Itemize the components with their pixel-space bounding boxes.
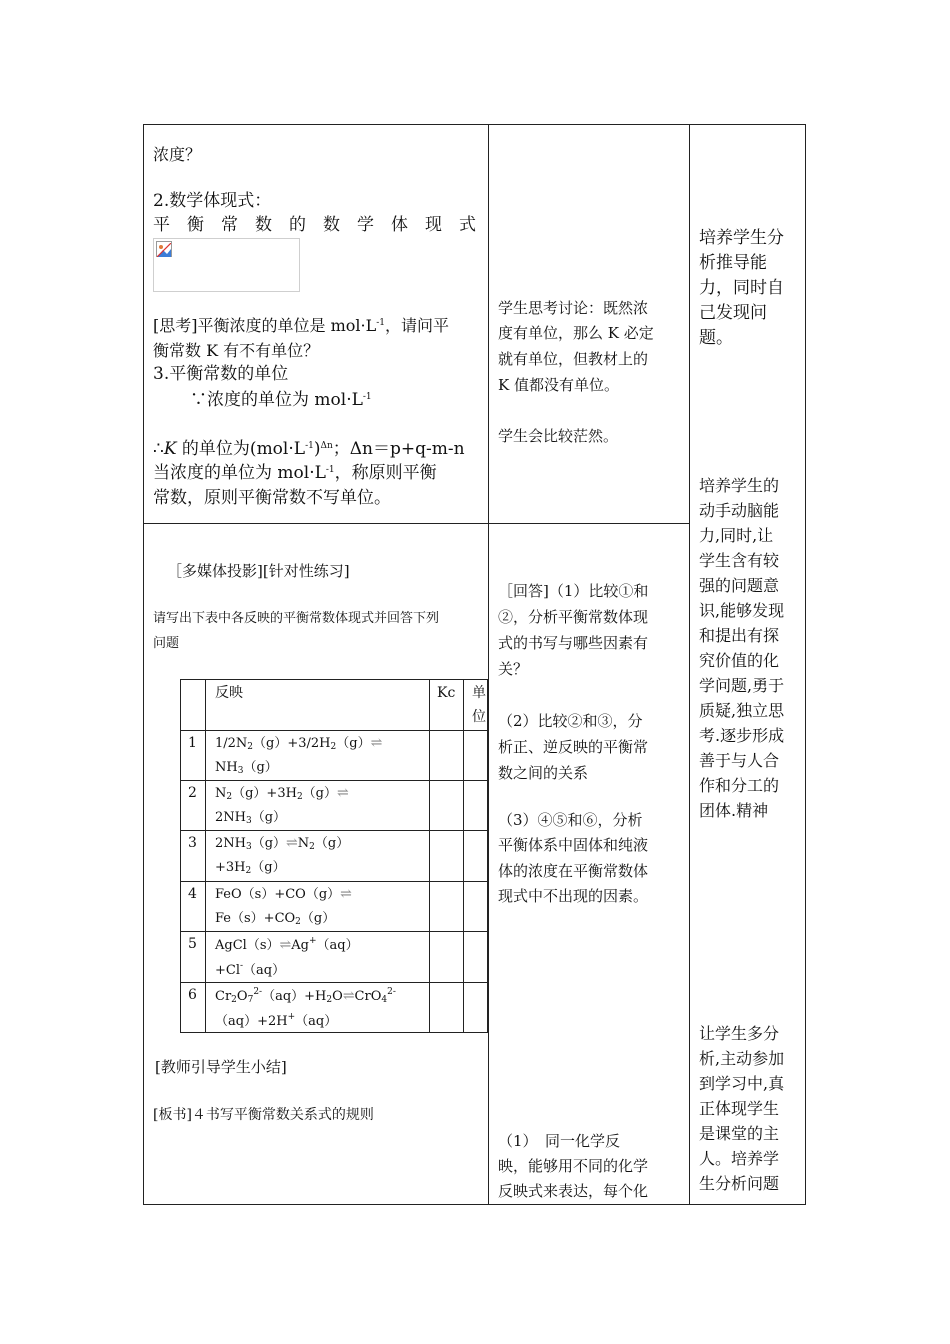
think-question-line-2: 衡常数 K 有不有单位？ (153, 341, 320, 360)
text-line: 平衡体系中固体和纯液 (498, 836, 649, 854)
reaction-equation: $1/2N_2(g)+3/2H_2(g)\rightleftharpoons$ (215, 735, 383, 752)
reaction-equation: $N_2(g)+3H_2(g)\rightleftharpoons$ (215, 785, 349, 802)
text-line: 体的浓度在平衡常数体 (498, 862, 649, 880)
row-number: 1 (188, 735, 197, 751)
column-divider (429, 680, 430, 1032)
text-line: 正体现学生 (699, 1099, 780, 1118)
text-line: 作和分工的 (699, 776, 780, 795)
text-line: 学生思考讨论：既然浓 (498, 299, 649, 317)
text-line: 浓度？ (153, 145, 202, 164)
broken-image-icon (156, 241, 172, 257)
text-line: 生分析问题 (699, 1174, 780, 1193)
row-number: 4 (188, 886, 197, 902)
think-question: [思考]平衡浓度的单位是 $mol\cdot L^{-1}$，请问平 (153, 316, 450, 335)
text-line: 是课堂的主 (699, 1124, 780, 1143)
row-number: 5 (188, 936, 197, 952)
reaction-equation-line-2: +Cl-（aq） (215, 961, 286, 978)
instruction-text: 请写出下表中各反映的平衡常数体现式并回答下列 (153, 611, 440, 626)
reaction-equation-line-2: $NH_3(g)$ (215, 760, 278, 776)
text-line: 学问题,勇于 (699, 676, 785, 695)
text-line: 识,能够发现 (699, 601, 785, 620)
row-divider (144, 523, 689, 524)
text-line: 数之间的关系 (498, 764, 589, 782)
text-line: 关？ (498, 660, 529, 678)
reaction-equation-line-2: （aq）+2H+（aq） (215, 1012, 338, 1029)
text-line: 析,主动参加 (699, 1049, 785, 1068)
text-line: 就有单位，但教材上的 (498, 350, 649, 368)
text-line: 让学生多分 (699, 1024, 780, 1043)
row-number: 6 (188, 987, 197, 1003)
equilibrium-arrow-icon: ⇌ (337, 785, 349, 801)
section-label: ［多媒体投影][针对性练习] (167, 562, 350, 580)
text-line: 己发现问 (699, 303, 767, 323)
text-line: 强的问题意 (699, 576, 780, 595)
text-line: 考.逐步形成 (699, 726, 785, 745)
text-line: 常数，原则平衡常数不写单位。 (153, 488, 391, 508)
text-line: K 值都没有单位。 (498, 376, 619, 394)
text-line: 善于与人合 (699, 751, 780, 770)
text-line: 人。培养学 (699, 1149, 780, 1168)
reaction-equation: $Cr_2O_7^{2-}(aq)+H_2O\rightleftharpoons CrO_4^{2-}$ (215, 987, 396, 1005)
equilibrium-arrow-icon: ⇌ (370, 735, 383, 751)
text-line: 析正、逆反映的平衡常 (498, 738, 649, 756)
text-line: 题。 (699, 328, 733, 348)
table-header-unit: 单 (472, 685, 486, 701)
text-line: 反映式来表达，每个化 (498, 1182, 649, 1200)
text-line: 培养学生分 (699, 228, 784, 248)
section-heading: 3.平衡常数的单位 (153, 364, 289, 384)
text-line: ②，分析平衡常数体现 (498, 608, 649, 626)
row-divider (181, 830, 489, 831)
section-label: [教师引导学生小结] (155, 1058, 287, 1076)
equilibrium-arrow-icon: ⇌ (286, 835, 298, 851)
text-line: 质疑,独立思 (699, 701, 785, 720)
text-line: （2）比较②和③，分 (498, 712, 643, 730)
column-divider (205, 680, 206, 1032)
text-line: （1） 同一化学反 (498, 1132, 621, 1150)
instruction-text: 问题 (153, 636, 180, 651)
reaction-equation: AgCl（s）⇌Ag+（aq） (215, 936, 359, 953)
equilibrium-arrow-icon: ⇌ (340, 886, 352, 902)
reaction-equation: $2NH_3(g)\rightleftharpoons N_2(g)$ (215, 835, 350, 852)
text-line: 和提出有探 (699, 626, 780, 645)
text-line: （3）④⑤和⑥，分析 (498, 811, 643, 829)
text-line: 力，同时自 (699, 278, 784, 298)
row-number: 2 (188, 785, 197, 801)
text-line: ∴K 的单位为$(mol\cdot L^{-1})^{\Delta n}$；Δn＝p+q-m-n (153, 439, 465, 459)
text-line: 当浓度的单位为 $mol\cdot L^{-1}$，称原则平衡 (153, 463, 437, 483)
column-divider (689, 125, 690, 1204)
text-line: 究价值的化 (699, 651, 780, 670)
column-divider (463, 680, 464, 1032)
section-label: [板书]４书写平衡常数关系式的规则 (153, 1107, 374, 1123)
equilibrium-arrow-icon: ⇌ (342, 988, 355, 1004)
text-line: 学生会比较茫然。 (498, 427, 619, 445)
text-line: ［回答]（1）比较①和 (498, 582, 649, 600)
row-divider (181, 982, 489, 983)
text-line: 团体.精神 (699, 801, 769, 820)
reaction-equation-line-2: $+3H_2(g)$ (215, 860, 286, 876)
text-line: 平衡常数的数学体现式 (153, 215, 493, 235)
formula-image-placeholder (153, 238, 300, 292)
table-header-reaction: 反映 (215, 685, 243, 701)
reaction-table (180, 679, 488, 1033)
equilibrium-arrow-icon: ⇌ (279, 937, 292, 953)
column-divider (488, 125, 489, 1204)
row-number: 3 (188, 835, 197, 851)
text-line: 培养学生的 (699, 476, 780, 495)
row-divider (181, 730, 489, 731)
section-heading: 2.数学体现式： (153, 191, 272, 211)
text-line: 力,同时,让 (699, 526, 774, 545)
reaction-equation: FeO（s）+CO（g）⇌ (215, 886, 352, 902)
text-line: 动手动脑能 (699, 501, 780, 520)
text-line: 学生含有较 (699, 551, 780, 570)
text-line: 度有单位，那么 K 必定 (498, 324, 654, 342)
reaction-equation-line-2: $2NH_3(g)$ (215, 810, 287, 826)
reaction-equation-line-2: $Fe(s)+CO_2(g)$ (215, 911, 336, 927)
row-divider (181, 931, 489, 932)
text-line: ∵浓度的单位为 $mol\cdot L^{-1}$ (190, 390, 372, 410)
table-header-kc: Kc (437, 685, 456, 701)
row-divider (181, 881, 489, 882)
row-divider (181, 780, 489, 781)
text-line: 析推导能 (699, 253, 767, 273)
text-line: 式的书写与哪些因素有 (498, 634, 649, 652)
text-line: 映，能够用不同的化学 (498, 1157, 649, 1175)
text-line: 到学习中,真 (699, 1074, 785, 1093)
text-line: 现式中不出现的因素。 (498, 887, 649, 905)
table-header-unit: 位 (472, 709, 486, 725)
